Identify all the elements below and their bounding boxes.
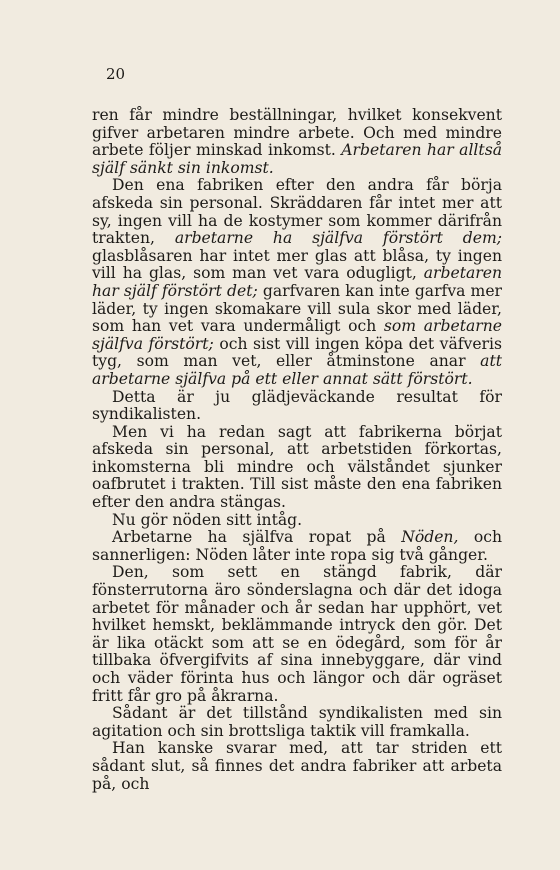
italic-text: som arbetarne själfva förstört; [92,317,502,353]
paragraph [92,529,502,564]
italic-text: arbetarne ha själfva förstört dem; [174,229,502,248]
text-span: Sådant är det tillstånd syndikalisten med sin agitation och sin brottsliga taktik vill framkalla. [92,704,502,740]
page-number: 20 [106,65,126,83]
body-text [92,107,502,793]
paragraph [92,389,502,424]
text-span: ren får mindre beställningar, hvilket konsekvent gifver arbetaren mindre arbete. Och med mindre arbete följer minskad inkomst. [92,106,502,160]
italic-text: Nöden, [401,528,459,547]
paragraph [92,705,502,740]
paragraph [92,564,502,705]
text-span: Den ena fabriken efter den andra får börja afskeda sin personal. Skräddaren får intet mer att sy, ingen vill ha de kostymer som kommer därifrån trakten, [92,176,502,248]
paragraph [92,424,502,512]
text-span: Den, som sett en stängd fabrik, där fönsterrutorna äro sönderslagna och där det idoga arbetet för månader och år sedan har upphört, vet hvilket hemskt, beklämmande intryck den gör. Det är lika otäckt som att se en ödegård, som för år tillbaka öfvergifvits af sina innebyggare, där vind och väder förinta hus och längor och där ogräset fritt får gro på åkrarna. [92,563,502,705]
paragraph [92,177,502,388]
text-span: Han kanske svarar med, att tar striden ett sådant slut, så finnes det andra fabriker att arbeta på, och [92,739,502,793]
paragraph [92,512,502,530]
paragraph [92,107,502,177]
italic-text: arbetaren har själf förstört det; [92,264,502,300]
text-span: Men vi ha redan sagt att fabrikerna börjat afskeda sin personal, att arbetstiden förkortas, inkomsterna bli mindre och välståndet sjunker oafbrutet i trakten. Till sist måste den ena fabriken efter den andra stängas. [92,422,502,512]
text-span: Detta är ju glädjeväckande resultat för syndikalisten. [92,387,502,424]
text-span: garfvaren kan inte garfva mer läder, ty ingen skomakare vill sula skor med läder, som han vet vara undermåligt och [92,281,503,336]
paragraph [92,740,502,793]
italic-text: att arbetarne själfva på ett eller annat sätt förstört. [92,352,502,388]
text-span: glasblåsaren har intet mer glas att blåsa, ty ingen vill ha glas, som man vet vara odugligt, [92,246,502,283]
text-span: och sannerligen: Nöden låter inte ropa sig två gånger. [92,528,502,564]
text-span: Arbetarne ha själfva ropat på [112,528,402,547]
text-span: Nu gör nöden sitt intåg. [112,510,303,529]
text-span: och sist vill ingen köpa det väfveris tyg, som man vet, eller åtminstone anar [92,334,503,371]
italic-text: Arbetaren har alltså själf sänkt sin inkomst. [92,141,502,177]
